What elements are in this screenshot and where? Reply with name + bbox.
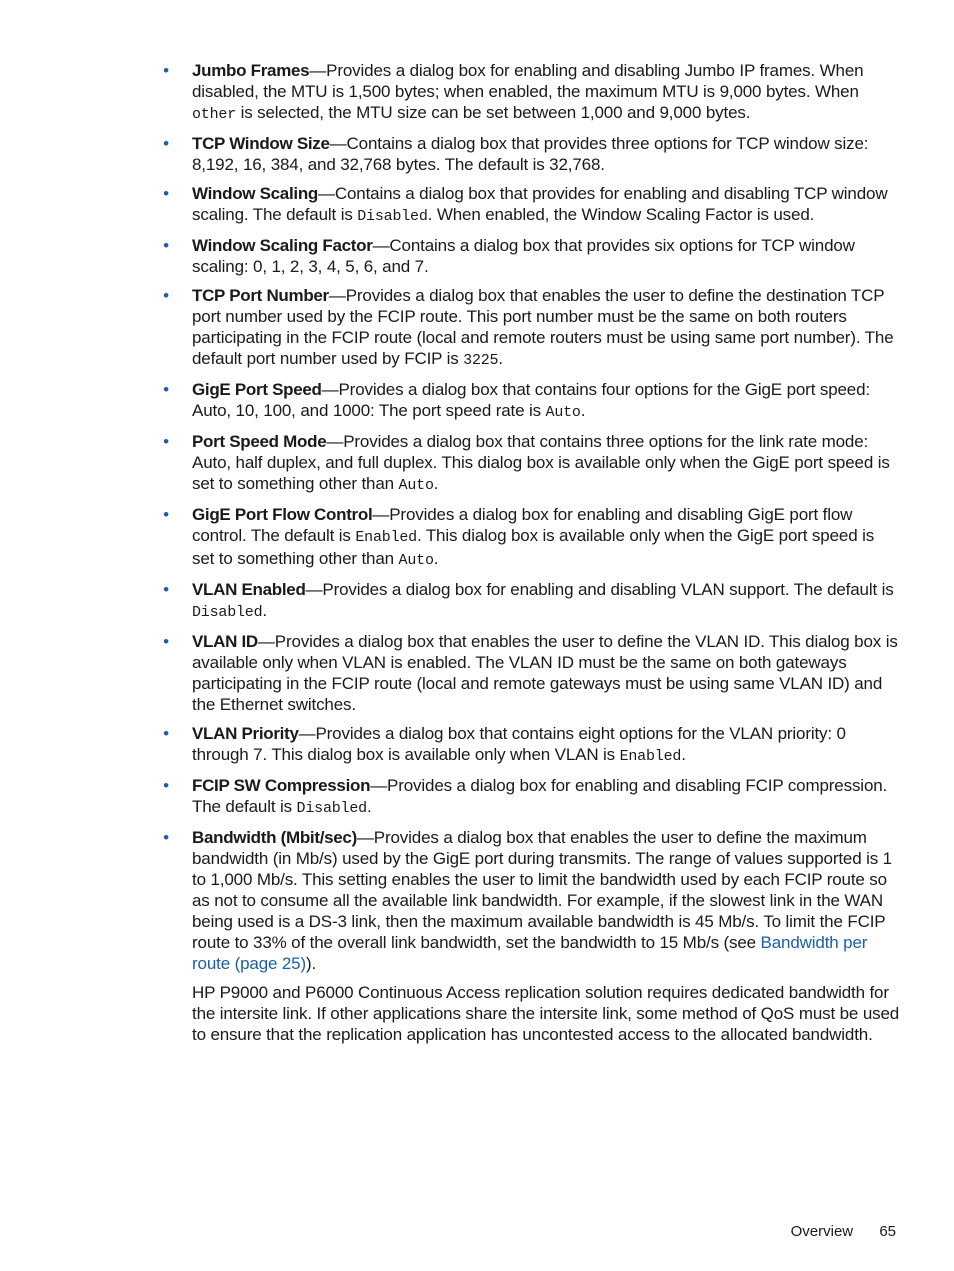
item-description: . [580,401,586,420]
code-value: 3225 [463,352,499,369]
code-value: Disabled [357,208,428,225]
item-term: GigE Port Speed [192,380,322,399]
item-term: Window Scaling Factor [192,236,373,255]
code-value: Enabled [619,748,682,765]
list-item [158,775,900,819]
item-description: —Provides a dialog box for enabling and disabling Jumbo IP frames. When disabled, the MTU is 1,500 bytes; when enabled, the maximum MTU is 9,000 bytes. When [192,61,864,101]
bullet-icon: • [163,776,169,795]
item-description: —Contains a dialog box that provides three options for TCP window size: 8,192, 16, 384, and 32,768 bytes. The default is 32,768. [192,134,869,174]
page-number: 65 [879,1223,896,1240]
list-item [158,183,900,227]
item-description: . [433,549,439,568]
item-description: . When enabled, the Window Scaling Factor is used. [427,205,815,224]
item-term: Port Speed Mode [192,432,327,451]
code-value: Auto [545,404,581,421]
bullet-icon: • [163,236,169,255]
list-item [158,285,900,371]
list-item [158,723,900,767]
code-value: Auto [398,477,434,494]
definition-list [158,60,900,974]
code-value: other [192,106,237,123]
item-description: —Provides a dialog box for enabling and disabling VLAN support. The default is [305,580,894,599]
item-description: —Provides a dialog box that enables the user to define the destination TCP port number used by the FCIP route. This port number must be the same on both routers participating in the FCIP route (local and remote routers must be using same port number). The default port number used by FCIP is [192,286,894,368]
item-description: . [498,349,503,368]
bullet-icon: • [163,828,169,847]
list-item [158,504,900,571]
item-description: —Contains a dialog box that provides for enabling and disabling TCP window scaling. The default is [192,184,888,224]
bullet-icon: • [163,432,169,451]
bullet-icon: • [163,580,169,599]
bullet-icon: • [163,724,169,743]
bandwidth-note: HP P9000 and P6000 Continuous Access replication solution requires dedicated bandwidth for the intersite link. If other applications share the intersite link, some method of QoS must be used to ensure that the replication application has uncontested access to the allocated bandwidth. [192,983,900,1044]
item-term: VLAN Priority [192,724,299,743]
list-item [158,133,900,175]
bullet-icon: • [163,286,169,305]
cross-reference-link[interactable]: Bandwidth per route (page 25) [192,933,868,973]
code-value: Auto [398,552,434,569]
code-value: Disabled [296,800,367,817]
item-term: VLAN ID [192,632,258,651]
item-description: —Provides a dialog box that contains three options for the link rate mode: Auto, half duplex, and full duplex. This dialog box is available only when the GigE port speed is set to something other than [192,432,890,493]
code-value: Enabled [355,529,417,546]
item-term: Window Scaling [192,184,318,203]
item-description: . This dialog box is available only when the GigE port speed is set to something other than [192,526,875,568]
page-footer [791,1222,896,1242]
item-description: —Contains a dialog box that provides six options for TCP window scaling: 0, 1, 2, 3, 4, 5, 6, and 7. [192,236,855,276]
document-body [158,60,900,1045]
item-description: —Provides a dialog box for enabling and disabling FCIP compression. The default is [192,776,888,816]
bullet-icon: • [163,380,169,399]
list-item [158,235,900,277]
item-term: Jumbo Frames [192,61,310,80]
bullet-icon: • [163,134,169,153]
list-item [158,827,900,974]
footer-section-title: Overview [790,1223,854,1240]
item-description: . [262,601,267,620]
item-description: —Provides a dialog box that contains eight options for the VLAN priority: 0 through 7. This dialog box is available only when VLAN is [192,724,846,764]
list-item [158,631,900,715]
bullet-icon: • [163,184,169,203]
list-item [158,579,900,623]
item-description: —Provides a dialog box that contains four options for the GigE port speed: Auto, 10, 100, and 1000: The port speed rate is [192,380,870,420]
item-term: Bandwidth (Mbit/sec) [192,828,357,847]
bullet-icon: • [163,505,169,524]
item-term: VLAN Enabled [192,580,306,599]
item-term: TCP Port Number [192,286,329,305]
item-description: . [681,745,686,764]
item-description: —Provides a dialog box that enables the user to define the VLAN ID. This dialog box is available only when VLAN is enabled. The VLAN ID must be the same on both gateways participating in the FCIP route (local and remote gateways must be using same VLAN ID) and the Ethernet switches. [192,632,898,714]
item-description: ). [306,954,317,973]
list-item [158,379,900,423]
list-item [158,431,900,496]
code-value: Disabled [192,604,263,621]
item-description: . [366,797,372,816]
item-term: GigE Port Flow Control [192,505,373,524]
item-term: FCIP SW Compression [192,776,371,795]
item-term: TCP Window Size [192,134,330,153]
item-description: . [433,474,439,493]
bullet-icon: • [163,632,169,651]
item-description: —Provides a dialog box for enabling and disabling GigE port flow control. The default is [192,505,853,545]
item-description: —Provides a dialog box that enables the user to define the maximum bandwidth (in Mb/s) used by the GigE port during transmits. The range of values supported is 1 to 1,000 Mb/s. This setting enables the user to limit the bandwidth used by each FCIP route so as not to consume all the available link bandwidth. For example, if the slowest link in the WAN being used is a DS-3 link, then the maximum available bandwidth is 45 Mb/s. To limit the FCIP route to 33% of the overall link bandwidth, set the bandwidth to 15 Mb/s (see [192,828,892,952]
bullet-icon: • [163,61,169,80]
item-description: is selected, the MTU size can be set between 1,000 and 9,000 bytes. [236,103,751,122]
list-item [158,60,900,125]
